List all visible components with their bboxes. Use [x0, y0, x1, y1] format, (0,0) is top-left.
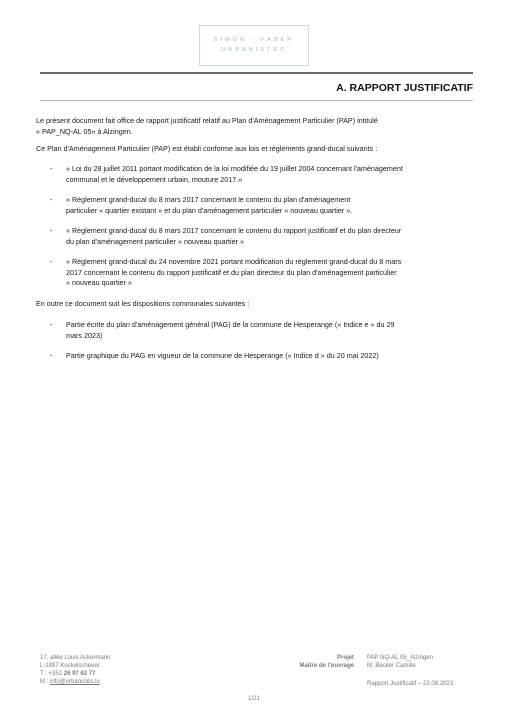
list-item-line: « Règlement grand-ducal du 8 mars 2017 concernant le contenu du rapport justificatif et du plan directeur [66, 226, 402, 235]
list-item [36, 351, 476, 362]
header-divider [40, 72, 473, 74]
intro-paragraph [36, 116, 476, 137]
email-line [40, 678, 110, 686]
phone-number: 26 97 62 77 [63, 671, 96, 677]
address-line-2: L-1897 Kockelscheuer [40, 663, 100, 669]
communal-intro-paragraph: En outre ce document suit les dispositions communales suivantes : [36, 299, 250, 308]
address-line-1: 17, allée Louis Ackermann [40, 655, 111, 661]
label-projet: Projet [336, 655, 354, 661]
list-item-line: du plan d'aménagement particulier « nouveau quartier » [66, 236, 244, 246]
list-item [36, 320, 476, 341]
list-item [36, 164, 476, 185]
email-label: M : [40, 679, 50, 685]
list-item [36, 195, 476, 216]
list-item-line: particulier « quartier existant » et du plan d'aménagement particulier « nouveau quartier ». [66, 205, 353, 215]
footer-labels [276, 654, 354, 670]
footer-values [367, 654, 433, 670]
value-maitre-ouvrage: M. Becker Camille [367, 663, 416, 669]
section-title: A. RAPPORT JUSTIFICATIF [336, 82, 473, 94]
footer-report-info: Rapport Justificatif – 22.08.2023 [367, 681, 454, 687]
dash-bullet: - [50, 195, 53, 204]
phone-label: T : +352 [40, 671, 64, 677]
list-item-line: Partie écrite du plan d'aménagement général (PAG) de la commune de Hesperange (« Indice e » du 29 [66, 320, 395, 329]
laws-list [36, 164, 476, 299]
title-divider [40, 100, 473, 101]
list-item-line: communal et le développement urbain, mouture 2017.» [66, 174, 243, 184]
list-item-line: 2017 concernant le contenu du rapport justificatif et du plan directeur du plan d'aménagement particulier [66, 267, 397, 277]
laws-intro-paragraph: Ce Plan d'Aménagement Particulier (PAP) est établi conforme aux lois et règlements grand-ducal suivants : [36, 144, 378, 153]
list-item-line: « Règlement grand-ducal du 24 novembre 2021 portant modification du règlement grand-ducal du 8 mars [66, 257, 402, 266]
label-maitre-ouvrage: Maître de l'ouvrage [299, 663, 354, 669]
phone-line [40, 670, 110, 678]
list-item [36, 257, 476, 289]
logo-line-1: SIMON - FABER [213, 37, 295, 43]
list-item-line: « Règlement grand-ducal du 8 mars 2017 concernant le contenu du plan d'aménagement [66, 195, 351, 204]
intro-line-2: « PAP_NQ-AL 05» à Alzingen. [36, 126, 133, 136]
dash-bullet: - [50, 164, 53, 173]
list-item [36, 226, 476, 247]
list-item-line: « nouveau quartier » [66, 278, 132, 287]
dash-bullet: - [50, 320, 53, 329]
communal-list [36, 320, 476, 372]
dash-bullet: - [50, 257, 53, 266]
footer-address [40, 654, 110, 686]
logo-line-2: URBANISTES [221, 47, 287, 53]
value-projet: PAP NQ-AL 05_Alzingen [367, 655, 433, 661]
dash-bullet: - [50, 351, 53, 360]
list-item-line: mars 2023) [66, 330, 103, 340]
email-link[interactable]: info@urbanistes.lu [50, 679, 100, 685]
dash-bullet: - [50, 226, 53, 235]
page-number: 1/21 [248, 696, 260, 702]
company-logo [199, 25, 309, 66]
intro-line-1: Le présent document fait office de rapport justificatif relatif au Plan d'Aménagement Particulier (PAP) intitulé [36, 116, 378, 125]
list-item-line: Partie graphique du PAG en vigueur de la commune de Hesperange (« Indice d » du 20 mai 2022) [66, 351, 379, 360]
list-item-line: « Loi du 28 juillet 2011 portant modification de la loi modifiée du 19 juillet 2004 concernant l'aménagement [66, 164, 403, 173]
